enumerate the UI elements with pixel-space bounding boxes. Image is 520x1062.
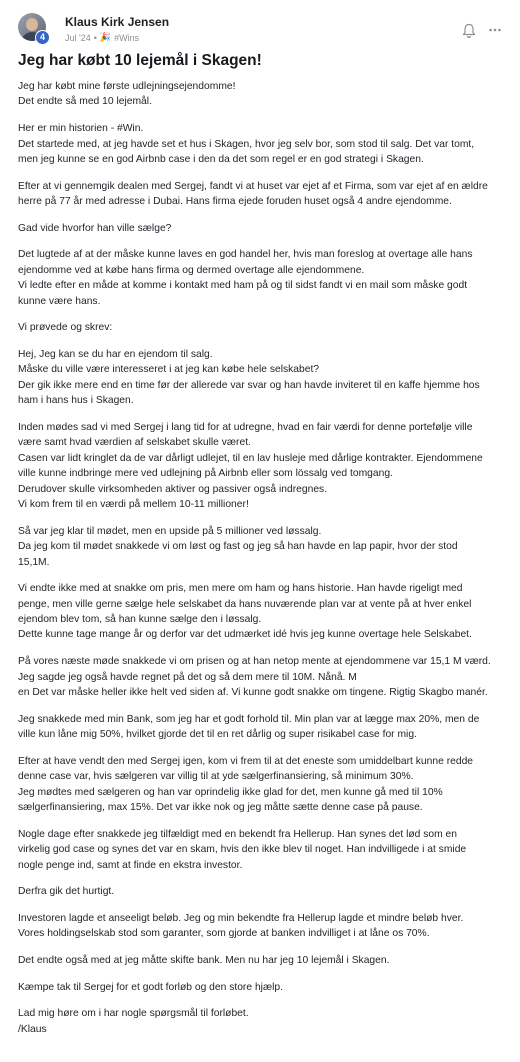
paragraph-line: ville kun låne mig 50%, hvilket gjorde det til en ret dårlig og super risikabel case for mig. — [18, 729, 417, 741]
post-header — [18, 13, 502, 47]
post-paragraph — [18, 79, 502, 110]
paragraph-line: Måske du ville være interesseret i at jeg kan købe hele selskabet? — [18, 364, 320, 376]
post-paragraph — [18, 712, 502, 743]
post-paragraph — [18, 320, 502, 335]
paragraph-line: være samt hvad værdien af selskabet skulle været. — [18, 437, 251, 449]
post-paragraph — [18, 953, 502, 968]
post-paragraph — [18, 581, 502, 643]
paragraph-line: 15,1M. — [18, 556, 50, 568]
paragraph-line: Nogle dage efter snakkede jeg tilfældigt med en bekendt fra Hellerup. Han synes det lød som en — [18, 828, 458, 840]
paragraph-line: Inden mødes sad vi med Sergej i lang tid for at udregne, hvad en fair værdi for denne portefølje ville — [18, 421, 473, 433]
post-paragraph — [18, 980, 502, 995]
paragraph-line: Jeg sagde jeg også havde regnet på det og så dem mere til 10M. Nånå. M — [18, 671, 357, 683]
bell-icon[interactable] — [462, 23, 476, 39]
paragraph-line: ham i hans hus i Skagen. — [18, 395, 134, 407]
paragraph-line: denne case var, hvis sælgeren var villig til at yde sælgerfinansiering, så minimum 30%. — [18, 771, 414, 783]
post-paragraph — [18, 1006, 502, 1037]
post-title: Jeg har købt 10 lejemål i Skagen! — [18, 52, 262, 69]
paragraph-line: Da jeg kom til mødet snakkede vi om løst og fast og jeg så han havde en lap papir, hvor der stod — [18, 541, 458, 553]
post-paragraph — [18, 754, 502, 816]
paragraph-line: Efter at have vendt den med Sergej igen, kom vi frem til at det eneste som umiddelbart kunne redde — [18, 755, 474, 767]
level-badge: 4 — [35, 30, 50, 45]
paragraph-line: Det endte også med at jeg måtte skifte bank. Men nu har jeg 10 lejemål i Skagen. — [18, 955, 390, 967]
paragraph-line: /Klaus — [18, 1023, 47, 1035]
paragraph-line: Derfra gik det hurtigt. — [18, 886, 115, 898]
paragraph-line: sælgerfinansiering, max 15%. Det var ikke nok og jeg måtte sætte denne case på pause. — [18, 802, 423, 813]
paragraph-line: Dette kunne tage mange år og derfor var det udmærket idé hvis jeg kunne overtage hele Selskabet. — [18, 629, 472, 641]
post-meta — [65, 32, 139, 43]
paragraph-line: virkelig god case og synes det var en skam, hvis den ikke blev til noget. Han indvilligede i at smide — [18, 844, 467, 856]
category-link[interactable]: #Wins — [114, 32, 140, 43]
paragraph-line: Derudover skulle virksomheden aktiver og passiver også indregnes. — [18, 483, 328, 495]
paragraph-line: Lad mig høre om i har nogle spørgsmål til forløbet. — [18, 1008, 249, 1020]
paragraph-line: Det lugtede af at der måske kunne laves en god handel her, hvis man foreslog at overtage alle hans — [18, 249, 473, 261]
author-name[interactable]: Klaus Kirk Jensen — [65, 15, 170, 29]
paragraph-line: penge, men ville gerne sælge hele selskabet da hans nuværende plan var at vente på at hver enkel — [18, 598, 472, 610]
paragraph-line: Det startede med, at jeg havde set et hus i Skagen, hvor jeg selv bor, som stod til salg. Det var tomt, — [18, 138, 475, 150]
post-paragraph — [18, 654, 502, 700]
paragraph-line: Kæmpe tak til Sergej for et godt forløb og den store hjælp. — [18, 981, 283, 993]
paragraph-line: Her er min historien - #Win. — [18, 123, 144, 135]
post-body — [18, 79, 502, 1049]
paragraph-line: men jeg kunne se en god Airbnb case i den da det som regel er en god strategi i Skagen. — [18, 153, 424, 165]
avatar-face — [26, 18, 38, 31]
paragraph-line: Der gik ikke mere end en time før der allerede var svar og han havde inviteret til en kaffe hjemme hos — [18, 379, 480, 391]
paragraph-line: Så var jeg klar til mødet, men en upside på 5 millioner ved løssalg. — [18, 525, 322, 537]
paragraph-line: Jeg mødtes med sælgeren og han var oprindelig ikke glad for det, men kunne gå med til 10% — [18, 786, 443, 798]
meta-separator: • — [93, 32, 97, 43]
paragraph-line: Casen var lidt kringlet da de var dårligt udlejet, til en lav husleje med dårlige kontrakter. Ejendommene — [18, 452, 483, 464]
paragraph-line: Gad vide hvorfor han ville sælge? — [18, 222, 172, 234]
paragraph-line: På vores næste møde snakkede vi om prisen og at han netop mente at ejendommene var 15,1 M værd. — [18, 656, 491, 668]
paragraph-line: en Det var måske heller ikke helt ved siden af. Vi kunne godt snakke om tingene. Rigtig Skagbo manér. — [18, 686, 488, 698]
post-paragraph — [18, 911, 502, 942]
paragraph-line: ejendom blev tom, så han kunne sælge den i løssalg. — [18, 614, 262, 626]
post-paragraph — [18, 121, 502, 167]
post-paragraph — [18, 179, 502, 210]
paragraph-line: Investoren lagde et anseeligt beløb. Jeg og min bekendte fra Hellerup lagde et mindre beløb hver. — [18, 912, 464, 924]
party-icon: 🎉 — [99, 32, 112, 42]
post-date: Jul '24 — [65, 32, 91, 43]
paragraph-line: Efter at vi gennemgik dealen med Sergej, fandt vi at huset var ejet af et Firma, som var ejet af en ældre — [18, 180, 488, 192]
paragraph-line: Hej, Jeg kan se du har en ejendom til salg. — [18, 349, 213, 361]
post-paragraph — [18, 884, 502, 899]
more-options-icon[interactable] — [488, 22, 502, 38]
post-paragraph — [18, 221, 502, 236]
paragraph-line: Jeg snakkede med min Bank, som jeg har et godt forhold til. Min plan var at lægge max 20%, men de — [18, 713, 480, 725]
post-paragraph — [18, 420, 502, 512]
paragraph-line: ejendomme ved at købe hans firma og dermed overtage alle ejendommene. — [18, 264, 365, 276]
post-paragraph — [18, 347, 502, 409]
paragraph-line: ville kunne indbringe mere ved udlejning på Airbnb eller som lössalg ved tomgang. — [18, 468, 393, 480]
paragraph-line: Vores holdingselskab stod som garanter, som gjorde at banken indvilliget i at låne os 70%. — [18, 928, 430, 940]
paragraph-line: Jeg har købt mine første udlejningsejendomme! — [18, 81, 236, 92]
paragraph-line: Vi prøvede og skrev: — [18, 322, 113, 334]
post-paragraph — [18, 247, 502, 309]
paragraph-line: Vi endte ikke med at snakke om pris, men mere om ham og hans historie. Han havde rigeligt med — [18, 583, 463, 595]
paragraph-line: kunne være hans. — [18, 295, 101, 307]
post-paragraph — [18, 827, 502, 873]
paragraph-line: herre på 77 år med adresse i Dubai. Hans firma ejede foruden huset også 4 andre ejendomme. — [18, 196, 452, 208]
paragraph-line: Vi kom frem til en værdi på mellem 10-11 millioner! — [18, 499, 249, 511]
paragraph-line: Vi ledte efter en måde at komme i kontakt med ham på og til sidst fandt vi en mail som måske godt — [18, 280, 468, 292]
post-paragraph — [18, 524, 502, 570]
paragraph-line: nogle penge ind, samt at finde en ekstra investor. — [18, 859, 243, 871]
paragraph-line: Det endte så med 10 lejemål. — [18, 96, 152, 108]
